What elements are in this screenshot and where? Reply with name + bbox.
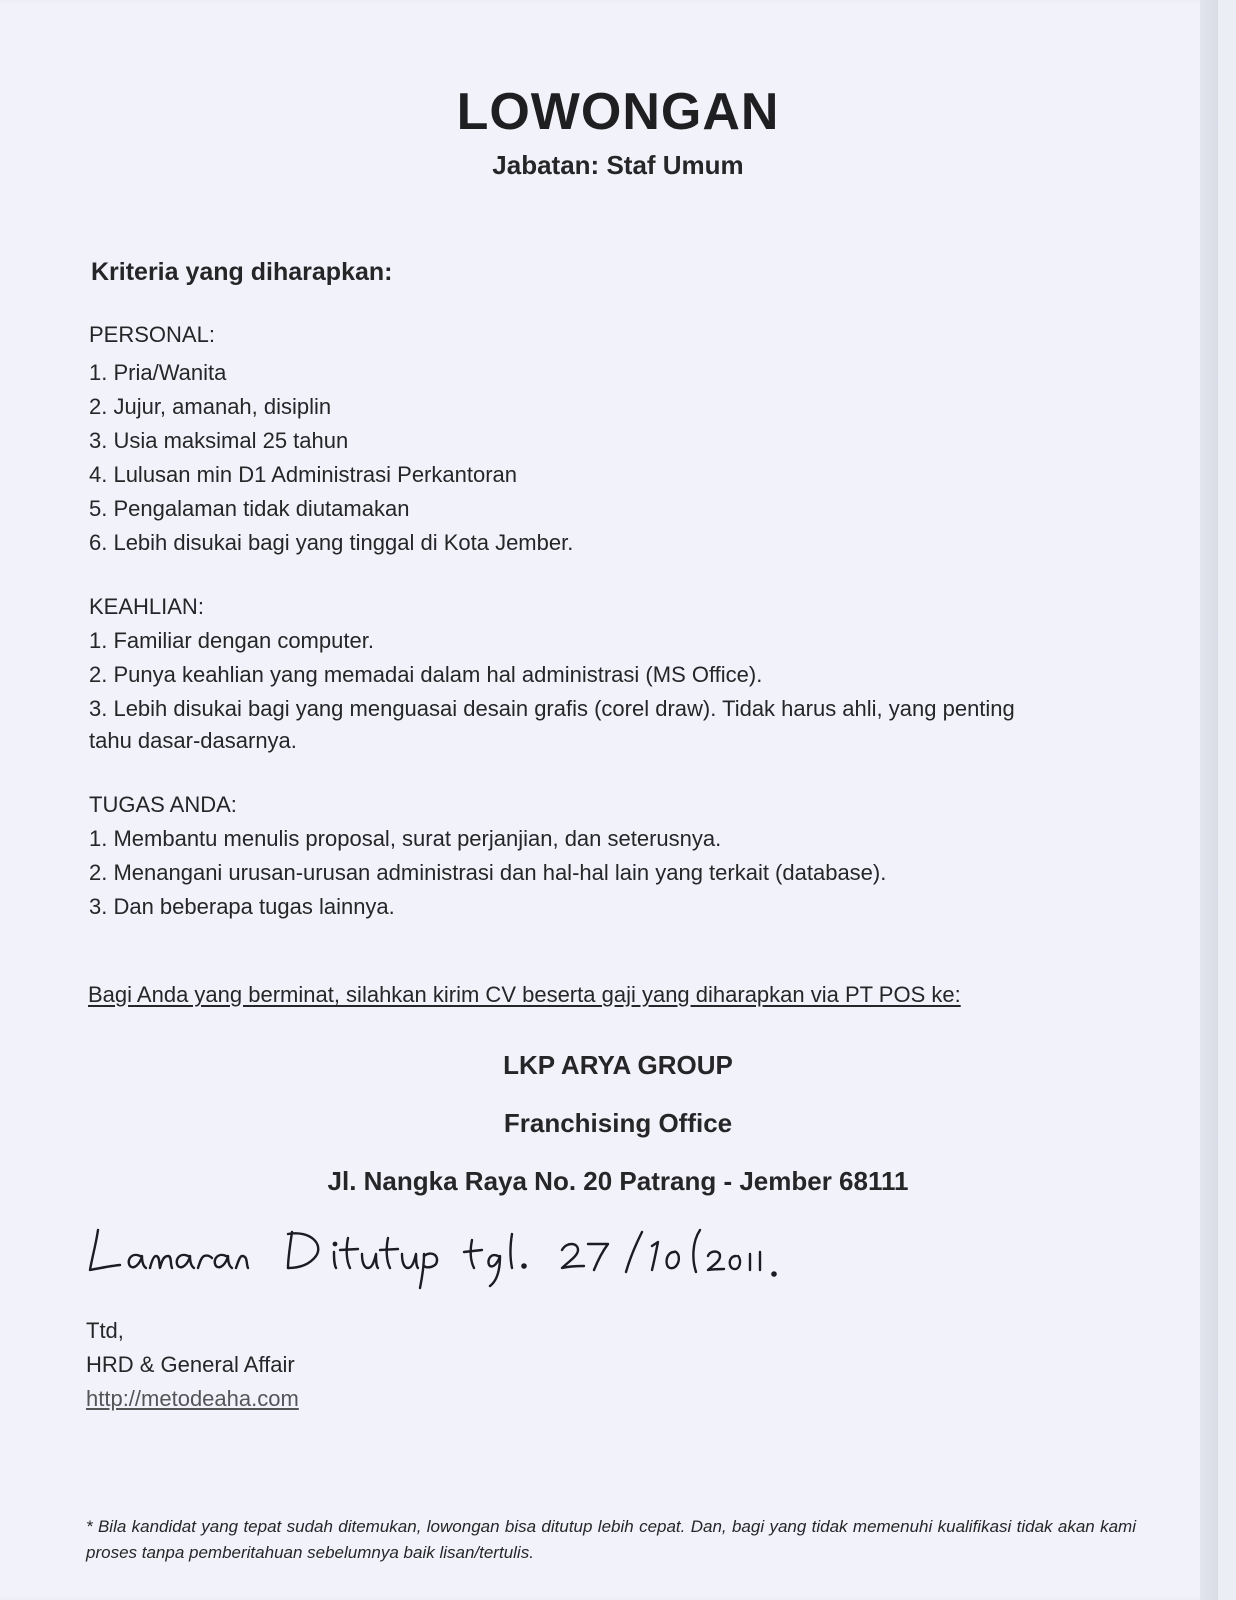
personal-item: 5. Pengalaman tidak diutamakan (89, 496, 410, 521)
organization-name: LKP ARYA GROUP (503, 1050, 733, 1080)
website-link[interactable]: http://metodeaha.com (86, 1386, 299, 1411)
criteria-heading: Kriteria yang diharapkan: (91, 258, 393, 286)
personal-item: 6. Lebih disukai bagi yang tinggal di Kota Jember. (89, 530, 574, 555)
signature-department: HRD & General Affair (86, 1352, 295, 1377)
page-edge (1200, 0, 1218, 1600)
personal-label: PERSONAL: (89, 322, 215, 347)
document-subtitle: Jabatan: Staf Umum (492, 150, 744, 180)
keahlian-item: 3. Lebih disukai bagi yang menguasai desain grafis (corel draw). Tidak harus ahli, yang penting (89, 696, 1015, 721)
application-instructions: Bagi Anda yang berminat, silahkan kirim CV beserta gaji yang diharapkan via PT POS ke: (88, 982, 961, 1007)
footnote: * Bila kandidat yang tepat sudah ditemukan, lowongan bisa ditutup lebih cepat. Dan, bagi yang tidak memenuhi kualifikasi tidak akan kami proses tanpa pemberitahuan sebelumnya baik lisan/tertulis. (86, 1517, 1136, 1562)
keahlian-item: 2. Punya keahlian yang memadai dalam hal administrasi (MS Office). (89, 662, 763, 687)
tugas-item: 2. Menangani urusan-urusan administrasi dan hal-hal lain yang terkait (database). (89, 860, 887, 885)
document-title: LOWONGAN (456, 83, 780, 141)
organization-address: Jl. Nangka Raya No. 20 Patrang - Jember 68111 (327, 1166, 909, 1196)
tugas-label: TUGAS ANDA: (89, 792, 237, 817)
keahlian-label: KEAHLIAN: (89, 594, 204, 619)
keahlian-item: tahu dasar-dasarnya. (89, 728, 297, 753)
tugas-item: 3. Dan beberapa tugas lainnya. (89, 894, 395, 919)
personal-item: 3. Usia maksimal 25 tahun (89, 428, 349, 453)
personal-item: 1. Pria/Wanita (89, 360, 227, 385)
personal-item: 4. Lulusan min D1 Administrasi Perkantoran (89, 462, 517, 487)
keahlian-item: 1. Familiar dengan computer. (89, 628, 374, 653)
handwritten-closing-note (80, 1222, 780, 1292)
signature-ttd: Ttd, (86, 1318, 124, 1343)
organization-office: Franchising Office (503, 1108, 733, 1138)
personal-item: 2. Jujur, amanah, disiplin (89, 394, 332, 419)
tugas-item: 1. Membantu menulis proposal, surat perjanjian, dan seterusnya. (89, 826, 722, 851)
